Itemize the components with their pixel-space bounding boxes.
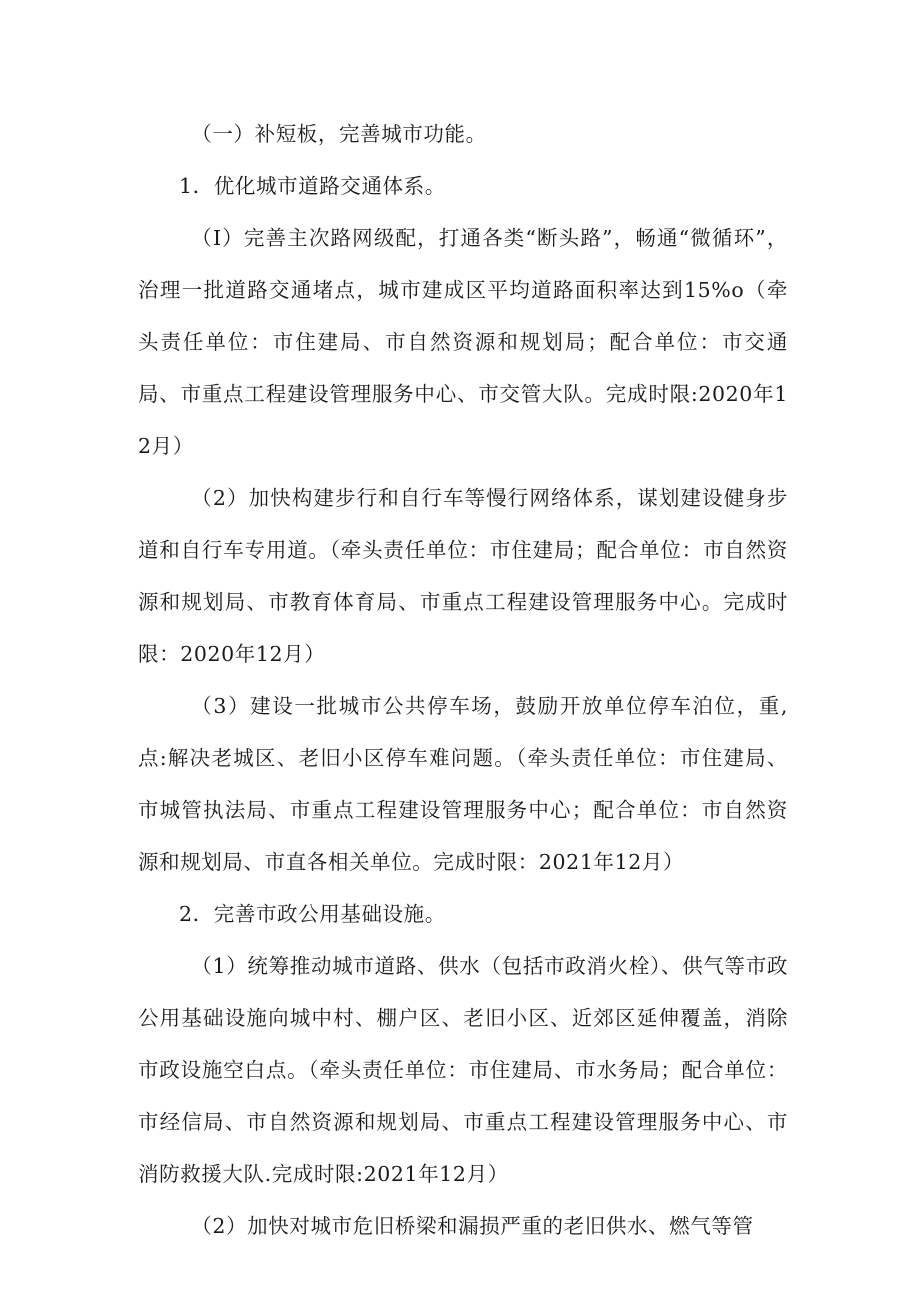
- section-heading: （一）补短板，完善城市功能。: [191, 122, 487, 146]
- paragraph: （I）完善主次路网级配，打通各类“断头路”，畅通“微循环”，治理一批道路交通堵点，城市建成区平均道路面积率达到15%o（牵头责任单位：市住建局、市自然资源和规划局；配合单位：市交通局、市重点工程建设管理服务中心、市交管大队。完成时限:2020年12月）: [138, 226, 788, 458]
- document-body: [138, 108, 788, 1252]
- paragraph: （1）统筹推动城市道路、供水（包括市政消火栓）、供气等市政公用基础设施向城中村、棚户区、老旧小区、近郊区延伸覆盖，消除市政设施空白点。（牵头责任单位：市住建局、市水务局；配合单位：市经信局、市自然资源和规划局、市重点工程建设管理服务中心、市消防救援大队.完成时限:2021年12月）: [138, 954, 788, 1186]
- paragraph: （2）加快构建步行和自行车等慢行网络体系，谋划建设健身步道和自行车专用道。（牵头责任单位：市住建局；配合单位：市自然资源和规划局、市教育体育局、市重点工程建设管理服务中心。完成时限：2020年12月）: [138, 486, 788, 666]
- subsection-heading: 1．优化城市道路交通体系。: [179, 174, 446, 198]
- paragraph: （2）加快对城市危旧桥梁和漏损严重的老旧供水、燃气等管: [191, 1214, 754, 1238]
- subsection-heading: 2．完善市政公用基础设施。: [179, 902, 446, 926]
- paragraph: （3）建设一批城市公共停车场，鼓励开放单位停车泊位，重,点:解决老城区、老旧小区停车难问题。（牵头责任单位：市住建局、市城管执法局、市重点工程建设管理服务中心；配合单位：市自然资源和规划局、市直各相关单位。完成时限：2021年12月）: [138, 694, 788, 874]
